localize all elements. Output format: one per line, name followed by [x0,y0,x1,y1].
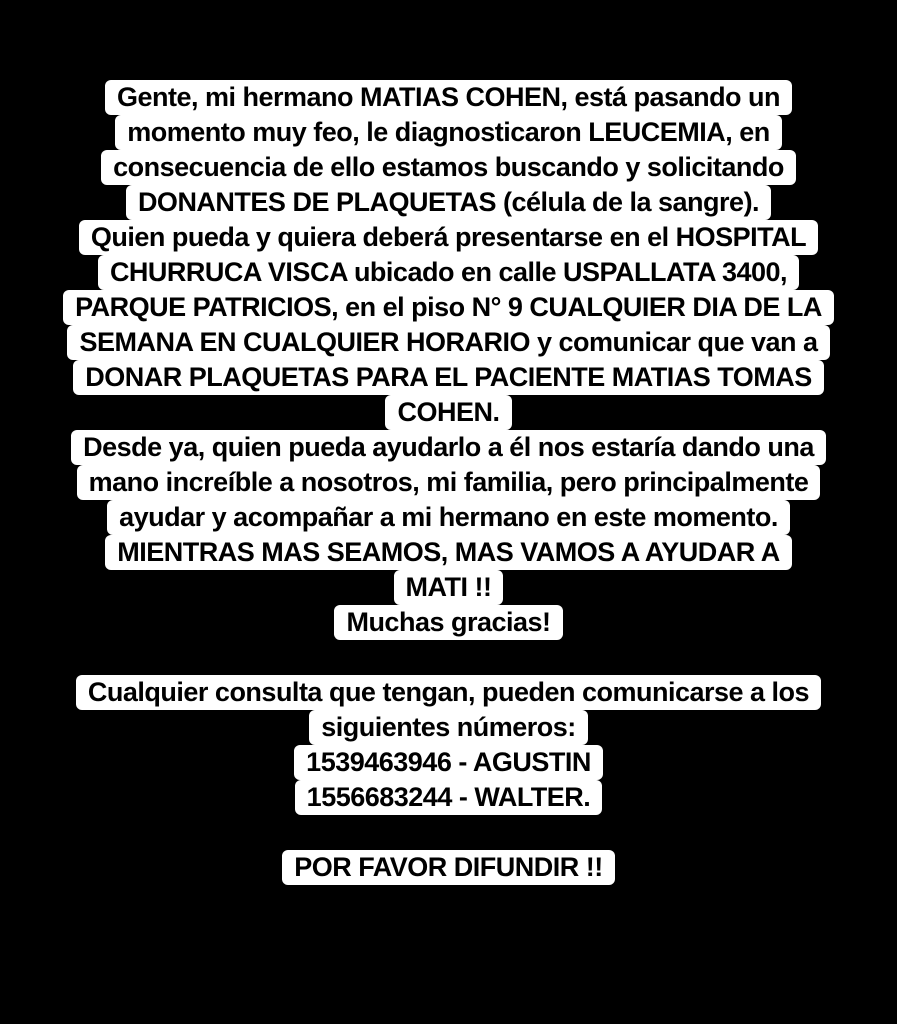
text-line: MIENTRAS MAS SEAMOS, MAS VAMOS A AYUDAR A [105,535,792,570]
text-line: MATI !! [394,570,504,605]
text-line: Desde ya, quien pueda ayudarlo a él nos estaría dando una [71,430,826,465]
text-line: PARQUE PATRICIOS, en el piso N° 9 CUALQUIER DIA DE LA [63,290,834,325]
contact-phone-walter: 1556683244 - WALTER. [295,780,603,815]
text-line: Quien pueda y quiera deberá presentarse en el HOSPITAL [79,220,818,255]
contact-line: Cualquier consulta que tengan, pueden comunicarse a los [76,675,821,710]
text-line: DONAR PLAQUETAS PARA EL PACIENTE MATIAS TOMAS [73,360,824,395]
text-line: CHURRUCA VISCA ubicado en calle USPALLATA 3400, [98,255,799,290]
text-line: SEMANA EN CUALQUIER HORARIO y comunicar que van a [67,325,829,360]
story-text-container [0,80,897,885]
call-to-action: POR FAVOR DIFUNDIR !! [282,850,615,885]
text-line: momento muy feo, le diagnosticaron LEUCEMIA, en [115,115,782,150]
text-line: Gente, mi hermano MATIAS COHEN, está pasando un [105,80,792,115]
text-line: mano increíble a nosotros, mi familia, pero principalmente [77,465,821,500]
contact-line: siguientes números: [309,710,588,745]
text-line: DONANTES DE PLAQUETAS (célula de la sangre). [126,185,771,220]
text-line: consecuencia de ello estamos buscando y solicitando [101,150,796,185]
text-line: Muchas gracias! [334,605,562,640]
contact-phone-agustin: 1539463946 - AGUSTIN [294,745,603,780]
text-line: ayudar y acompañar a mi hermano en este momento. [107,500,790,535]
text-line: COHEN. [385,395,511,430]
